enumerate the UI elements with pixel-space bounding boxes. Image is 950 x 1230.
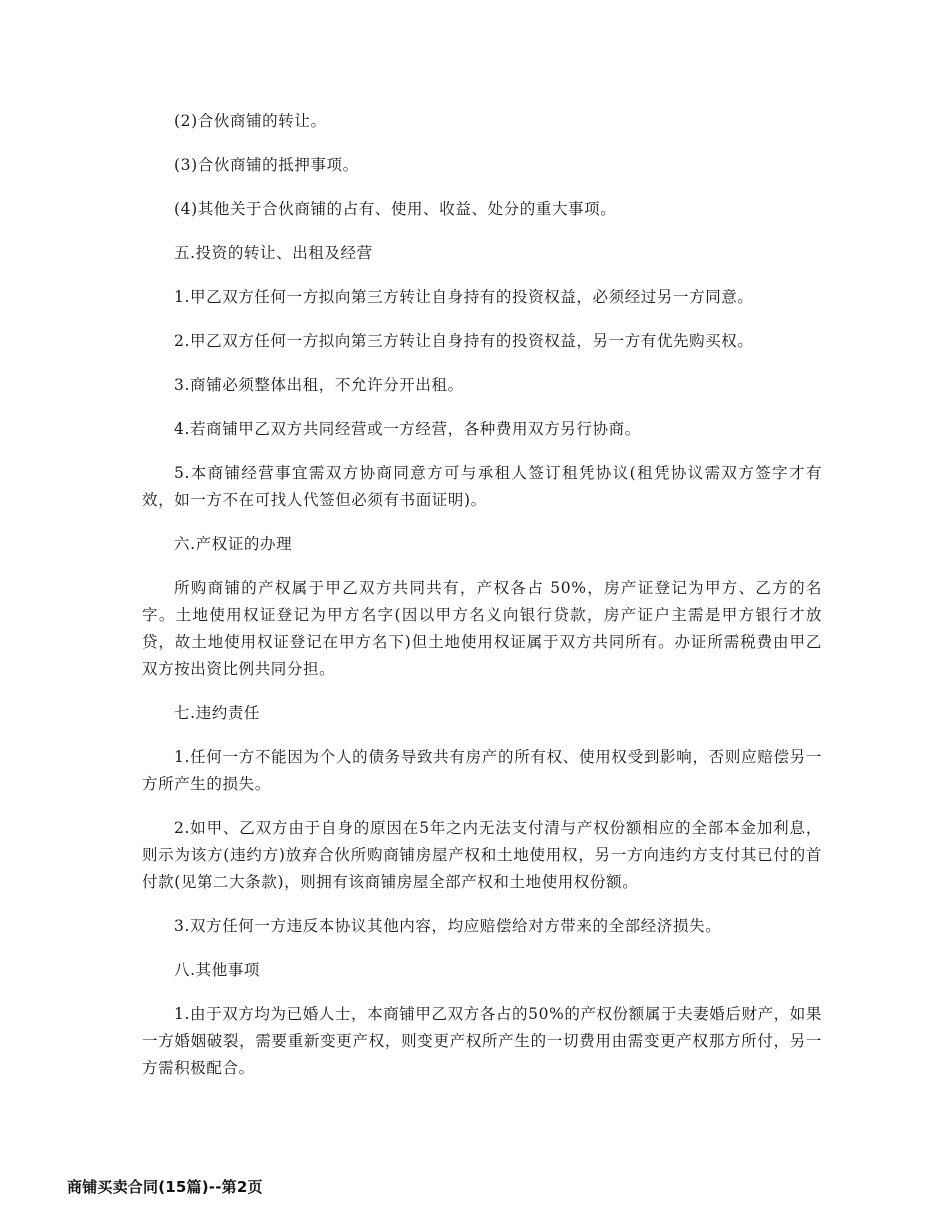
section-6-body: 所购商铺的产权属于甲乙双方共同共有，产权各占 50%，房产证登记为甲方、乙方的名字。土地使用权证登记为甲方名字(因以甲方名义向银行贷款，房产证户主需是甲方银行才放贷，故土地使用权证登记在甲方名下)但土地使用权证属于双方共同所有。办证所需税费由甲乙双方按出资比例共同分担。 [142,579,822,678]
document-body [142,108,822,1099]
section-heading-6: 六.产权证的办理 [174,535,293,553]
section-7-item-2: 2.如甲、乙双方由于自身的原因在5年之内无法支付清与产权份额相应的全部本金加利息，则示为该方(违约方)放弃合伙所购商铺房屋产权和土地使用权，另一方向违约方支付其已付的首付款(见第二大条款)，则拥有该商铺房屋全部产权和土地使用权份额。 [142,819,822,891]
page-footer: 商铺买卖合同(15篇)--第2页 [67,1178,263,1196]
section-heading-7: 七.违约责任 [174,704,261,722]
section-5-item-3: 3.商铺必须整体出租，不允许分开出租。 [174,376,464,394]
section-5-item-2: 2.甲乙双方任何一方拟向第三方转让自身持有的投资权益，另一方有优先购买权。 [174,332,754,350]
section-5-item-4: 4.若商铺甲乙双方共同经营或一方经营，各种费用双方另行协商。 [174,420,641,438]
section-7-item-3: 3.双方任何一方违反本协议其他内容，均应赔偿给对方带来的全部经济损失。 [174,917,722,935]
clause-2-transfer: (2)合伙商铺的转让。 [174,112,327,130]
section-5-item-5: 5.本商铺经营事宜需双方协商同意方可与承租人签订租凭协议(租凭协议需双方签字才有效，如一方不在可找人代签但必须有书面证明)。 [142,464,822,509]
section-7-item-1: 1.任何一方不能因为个人的债务导致共有房产的所有权、使用权受到影响，否则应赔偿另一方所产生的损失。 [142,748,822,793]
clause-4-other-matters: (4)其他关于合伙商铺的占有、使用、收益、处分的重大事项。 [174,200,617,218]
section-heading-8: 八.其他事项 [174,961,261,979]
section-heading-5: 五.投资的转让、出租及经营 [174,244,373,262]
section-8-item-1: 1.由于双方均为已婚人士，本商铺甲乙双方各占的50%的产权份额属于夫妻婚后财产，如果一方婚姻破裂，需要重新变更产权，则变更产权所产生的一切费用由需变更产权那方所付，另一方需积极配合。 [142,1005,822,1077]
clause-3-mortgage: (3)合伙商铺的抵押事项。 [174,156,359,174]
section-5-item-1: 1.甲乙双方任何一方拟向第三方转让自身持有的投资权益，必须经过另一方同意。 [174,288,754,306]
